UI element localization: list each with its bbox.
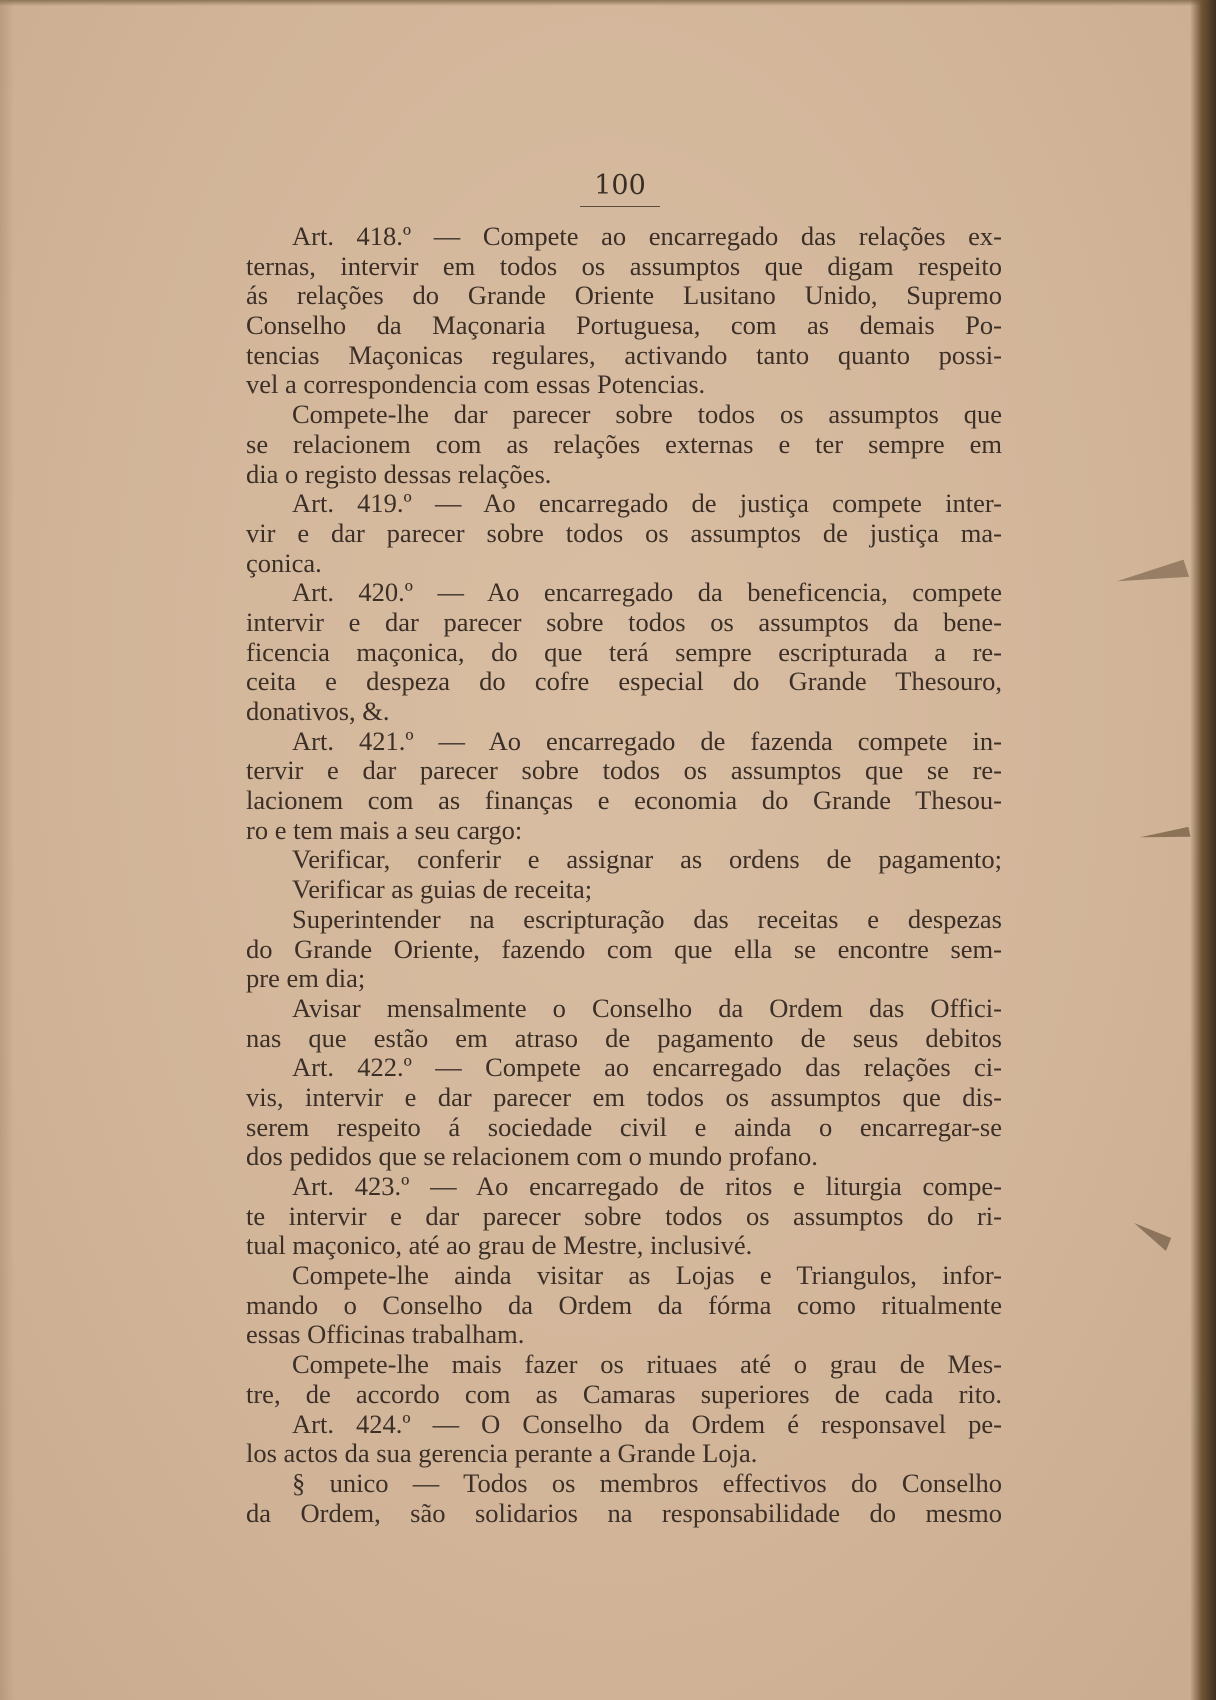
text-line: los actos da sua gerencia perante a Grande Loja. (246, 1438, 758, 1469)
text-line: ficencia maçonica, do que terá sempre escripturada a re- (246, 636, 1002, 667)
text-line: § unico — Todos os membros effectivos do Conselho (292, 1467, 1002, 1498)
page-left-edge (0, 0, 14, 1700)
text-line: lacionem com as finanças e economia do Grande Thesou- (246, 785, 1002, 816)
text-line: vir e dar parecer sobre todos os assumptos de justiça ma- (246, 517, 1002, 548)
text-line: ternas, intervir em todos os assumptos que digam respeito (246, 250, 1002, 281)
page-number-rule (580, 206, 660, 207)
text-line: çonica. (246, 547, 322, 578)
text-line: Compete-lhe ainda visitar as Lojas e Triangulos, infor- (292, 1260, 1002, 1291)
text-line: Art. 418.º — Compete ao encarregado das relações ex- (292, 221, 1002, 251)
text-line: ro e tem mais a seu cargo: (246, 814, 523, 845)
text-line: tre, de accordo com as Camaras superiores de cada rito. (246, 1378, 1002, 1409)
text-line: Verificar, conferir e assignar as ordens de pagamento; (292, 844, 1002, 875)
text-line: Art. 422.º — Compete ao encarregado das relações ci- (292, 1052, 1002, 1083)
text-line: Art. 421.º — Ao encarregado de fazenda compete in- (292, 725, 1002, 756)
text-line: se relacionem com as relações externas e ter sempre em (246, 428, 1002, 459)
page-top-edge (0, 0, 1216, 6)
text-line: Conselho da Maçonaria Portuguesa, com as demais Po- (246, 310, 1002, 341)
text-line: donativos, &. (246, 696, 390, 726)
text-line: Compete-lhe mais fazer os rituaes até o grau de Mes- (292, 1349, 1002, 1380)
paper-tear-mark (1140, 827, 1191, 847)
text-line: mando o Conselho da Ordem da fórma como ritualmente (246, 1289, 1002, 1320)
text-line: pre em dia; (246, 963, 366, 994)
paper-tear-mark (1129, 1223, 1171, 1251)
page-binding-edge (1190, 0, 1216, 1700)
text-line: vis, intervir e dar parecer em todos os assumptos que dis- (246, 1081, 1002, 1112)
text-line: da Ordem, são solidarios na responsabilidade do mesmo (246, 1497, 1002, 1528)
text-line: serem respeito á sociedade civil e ainda o encarregar-se (246, 1111, 1002, 1142)
page-number: 100 (594, 170, 646, 201)
body-text (246, 222, 1002, 1528)
text-line: dia o registo dessas relações. (246, 458, 552, 489)
text-line: Superintender na escripturação das receitas e despezas (292, 903, 1002, 934)
text-line: Art. 419.º — Ao encarregado de justiça compete inter- (292, 488, 1002, 519)
text-line: te intervir e dar parecer sobre todos os assumptos do ri- (246, 1200, 1002, 1231)
text-line: Verificar as guias de receita; (292, 874, 593, 905)
text-line: Avisar mensalmente o Conselho da Ordem das Offici- (292, 992, 1002, 1023)
text-line: Art. 424.º — O Conselho da Ordem é responsavel pe- (292, 1408, 1002, 1439)
text-line: dos pedidos que se relacionem com o mundo profano. (246, 1141, 818, 1172)
text-line: Art. 423.º — Ao encarregado de ritos e liturgia compe- (292, 1171, 1002, 1201)
text-line: tervir e dar parecer sobre todos os assumptos que se re- (246, 755, 1002, 786)
text-line: do Grande Oriente, fazendo com que ella se encontre sem- (246, 933, 1002, 964)
text-line: nas que estão em atraso de pagamento de seus debitos (246, 1022, 1002, 1053)
text-line: essas Officinas trabalham. (246, 1319, 525, 1350)
text-line: ceita e despeza do cofre especial do Grande Thesouro, (246, 666, 1002, 697)
text-line: tual maçonico, até ao grau de Mestre, inclusivé. (246, 1230, 753, 1261)
text-line: Art. 420.º — Ao encarregado da beneficencia, compete (292, 577, 1002, 608)
text-line: Compete-lhe dar parecer sobre todos os assumptos que (292, 399, 1002, 430)
text-line: vel a correspondencia com essas Potencias. (246, 369, 706, 400)
text-line: tencias Maçonicas regulares, activando tanto quanto possi- (246, 339, 1002, 370)
text-line: ás relações do Grande Oriente Lusitano Unido, Supremo (246, 280, 1002, 311)
text-line: intervir e dar parecer sobre todos os assumptos da bene- (246, 606, 1002, 637)
paper-tear-mark (1117, 560, 1189, 599)
